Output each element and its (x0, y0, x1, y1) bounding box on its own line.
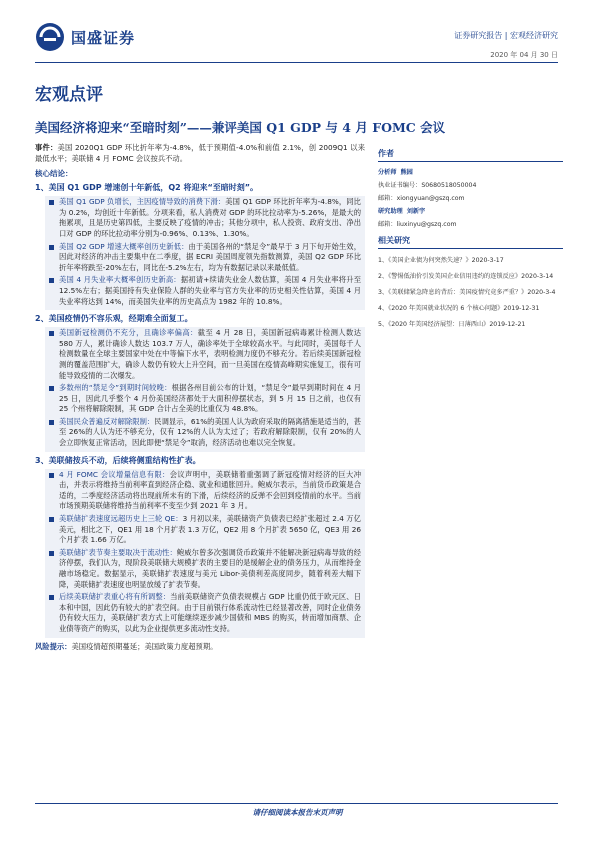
header-meta (454, 30, 558, 41)
brand-logo (35, 22, 135, 52)
s2-b1-highlight: 美国新冠检测仍不充分，且确诊率偏高： (59, 328, 198, 338)
s3-b4-highlight: 后续美联储扩表重心将有所调整： (59, 592, 171, 602)
assistant-email[interactable]: liuxinyu@gszq.com (396, 221, 457, 228)
analyst-label: 分析师 (378, 169, 397, 176)
s1-b3-highlight: 美国 4 月失业率大概率创历史新高： (59, 275, 181, 285)
email-label-1: 邮箱： (378, 195, 397, 202)
s3-bullet-3 (49, 548, 361, 590)
risk-label: 风险提示： (35, 641, 72, 651)
main-content (35, 143, 365, 659)
s1-b1-text: 美国 Q1 GDP 环比折年率为-4.8%，同比为 0.2%，均创近十年新低。分项来看，私人消费对 GDP 的环比拉动率为-5.26%，是最大的拖累项，且是历史第四低，主要反映了疫情的冲击；其他分项中，私人投资、政府支出、净出口对 GDP 的环比拉动率分别为-0.96%、0.13%、1.30%。 (59, 197, 361, 238)
email-label-2: 邮箱： (378, 221, 397, 228)
header-separator: | (504, 31, 508, 40)
s3-b4-text: 当前美联储资产负债表规模占 GDP 比重仍低于欧元区、日本和中国，因此仍有较大的扩表空间。由于目前银行体系流动性已经显著改善，同时企业债务仍有较大压力，美联储扩表方式上可能继续逐步减少国债和 MBS 的购买，转而增加商票、企业债等资产的购买，以此为企业提供更多流动性支持。 (59, 592, 362, 633)
event-paragraph (35, 143, 365, 164)
email-row-2 (378, 218, 563, 231)
sidebar (378, 148, 563, 333)
section-1-box (45, 196, 365, 310)
s3-bullet-2 (49, 514, 361, 546)
footer-disclaimer: 请仔细阅读本报告末页声明 (252, 808, 343, 817)
footer-divider (35, 803, 558, 804)
header-divider (35, 62, 558, 63)
s3-b1-text: 会议声明中，美联储着重强调了新冠疫情对经济的巨大冲击，并表示将维持当前利率直到经济企稳、就业和通胀回升。鲍威尔表示，当前货币政策是合适的，二季度经济活动将出现前所未有的下滑，后续经济的反弹不会回到疫情前的水平。当前市场预期美联储将维持当前利率不变至少到 2021 年 3 月。 (59, 469, 362, 511)
brand-name: 国盛证券 (71, 28, 136, 47)
s3-b2-text: 3 月初以来，美联储资产负债表已经扩张超过 2.4 万亿美元，相比之下，QE1 用 18 个月扩表 1.3 万亿，QE2 用 8 个月扩表 5650 亿，QE3 用 26 个月扩表 1.66 万亿。 (59, 514, 361, 545)
s2-b3-highlight: 美国民众普遍反对解除限制： (59, 416, 155, 426)
s1-b2-text: 由于美国各州的“禁足令”最早于 3 月下旬开始生效，因此对经济的冲击主要集中在二季度，据 ECRI 美国周度领先指数测算，美国 Q2 GDP 环比折年率将跌至-20%左右，同比在-5.2%左右，均为有数据记录以来最低值。 (59, 241, 361, 272)
assistant-row (378, 205, 563, 218)
related-item[interactable]: 2、《警惕低油价引发美国企业信用违约的连锁反应》2020-3-14 (378, 273, 554, 280)
report-type: 证券研究报告 (454, 31, 503, 40)
report-category: 宏观经济研究 (510, 31, 558, 40)
brand-logo-icon (35, 22, 65, 52)
analyst-email[interactable]: xiongyuan@gszq.com (396, 195, 465, 202)
section-3-box (45, 469, 365, 638)
s3-b2-highlight: 美联储扩表速度远超历史上三轮 QE： (59, 514, 183, 524)
risk-warning (35, 641, 365, 652)
section-2-box (45, 327, 365, 452)
authors-heading: 作者 (378, 148, 563, 162)
s2-b2-highlight: 多数州的“禁足令”到期时间较晚： (59, 383, 172, 393)
cert-row (378, 179, 563, 192)
s1-bullet-1 (49, 197, 361, 239)
related-research-heading: 相关研究 (378, 235, 563, 249)
s3-b3-highlight: 美联储扩表节奏主要取决于流动性： (59, 547, 177, 557)
related-item[interactable]: 5、《2020 年美国经济展望：日薄西山》2019-12-21 (378, 321, 526, 328)
related-item[interactable]: 1、《美国企业债为何突然失速？》2020-3-17 (378, 257, 504, 264)
s1-b3-text: 据初请+续请失业金人数估算，美国 4 月失业率将升至 12.5%左右；据美国持有失业保险人群的失业率与官方失业率的历史相关性估算，美国 4 月失业率将达到 14%，而美国失业率的历史高点为 1982 年的 10.8%。 (59, 275, 361, 306)
s2-bullet-2 (49, 383, 361, 415)
s1-b1-highlight: 美国 Q1 GDP 负增长，主因疫情导致的消费下滑： (59, 197, 226, 207)
section-title: 宏观点评 (35, 85, 103, 105)
assistant-name: 刘新宇 (406, 208, 426, 215)
cert-label: 执业证书编号： (378, 182, 422, 189)
s2-bullet-1 (49, 328, 361, 381)
s2-b3-text: 民调显示，61%的美国人认为政府采取的隔离措施是适当的，甚至 26%的人认为还不够充分，仅有 12%的人认为太过了；若政府解除限制，仅有 20%的人会立即恢复正常活动，因此即便“禁足令”取消，经济活动也难以完全恢复。 (59, 416, 362, 448)
cert-number: S0680518050004 (421, 182, 477, 189)
s2-b1-text: 截至 4 月 28 日，美国新冠病毒累计检测人数达 580 万人，累计确诊人数达 103.7 万人，确诊率处于全球较高水平。与此同时，美国每千人检测数量在全球主要国家中处在中等偏下水平，表明检测力度仍不够充分。若后续美国新冠检测的覆盖范围扩大，确诊人数仍有较大上升空间，而一旦美国在疫情高峰期实施复工，很有可能导致疫情的二次爆发。 (59, 328, 361, 380)
s3-b1-highlight: 4 月 FOMC 会议增量信息有限： (59, 469, 170, 479)
analyst-name: 熊园 (400, 169, 413, 176)
related-item[interactable]: 4、《2020 年美国就业状况的 6 个核心问题》2019-12-31 (378, 305, 540, 312)
report-date: 2020 年 04 月 30 日 (490, 51, 558, 59)
s1-bullet-2 (49, 242, 361, 274)
s2-bullet-3 (49, 417, 361, 449)
s2-b2-text: 根据各州目前公布的计划，“禁足令”最早到期时间在 4 月 25 日，因此几乎整个 4 月份美国经济都处于大面积停摆状态，到 5 月 15 日之前，也仅有 25 个州将解除限制，其 GDP 合计占全美的比重仅为 48.8%。 (59, 383, 362, 414)
s3-bullet-4 (49, 592, 361, 634)
s3-b3-text: 鲍威尔曾多次强调货币政策并不能解决新冠病毒导致的经济停摆，我们认为，现阶段美联储大规模扩表的主要目的是缓解企业的债务压力，从而维持金融市场稳定。数据显示，美联储扩表速度与美元 Libor-美债利差高度同步，随着利差大幅下降，美联储扩表速度也明显放缓了扩表节奏。 (59, 547, 362, 589)
s1-b2-highlight: 美国 Q2 GDP 增速大概率创历史新低： (59, 241, 189, 251)
section-3-heading: 3、美联储按兵不动，后续将侧重结构性扩表。 (35, 455, 201, 465)
assistant-label: 研究助理 (378, 208, 403, 215)
event-label: 事件： (35, 143, 58, 152)
s3-bullet-1 (49, 470, 361, 512)
risk-text: 美国疫情超预期蔓延；美国政策力度超预期。 (71, 641, 218, 651)
email-row-1 (378, 192, 563, 205)
report-title: 美国经济将迎来“至暗时刻”——兼评美国 Q1 GDP 与 4 月 FOMC 会议 (35, 120, 446, 135)
related-research-list (378, 253, 563, 333)
page-header (0, 0, 595, 62)
related-item[interactable]: 3、《美联储紧急降息的背后：美国疫情究竟多严重？》2020-3-4 (378, 289, 556, 296)
key-conclusions-heading: 核心结论： (35, 169, 73, 179)
s1-bullet-3 (49, 275, 361, 307)
authors-block (378, 166, 563, 231)
event-text: 美国 2020Q1 GDP 环比折年率为-4.8%，低于预期值-4.0%和前值 2.1%，创 2009Q1 以来最低水平；美联储 4 月 FOMC 会议按兵不动。 (35, 143, 365, 163)
section-2-heading: 2、美国疫情仍不容乐观，经期难全面复工。 (35, 314, 193, 324)
section-1-heading: 1、美国 Q1 GDP 增速创十年新低，Q2 将迎来“至暗时刻”。 (35, 183, 259, 193)
analyst-row (378, 166, 563, 179)
